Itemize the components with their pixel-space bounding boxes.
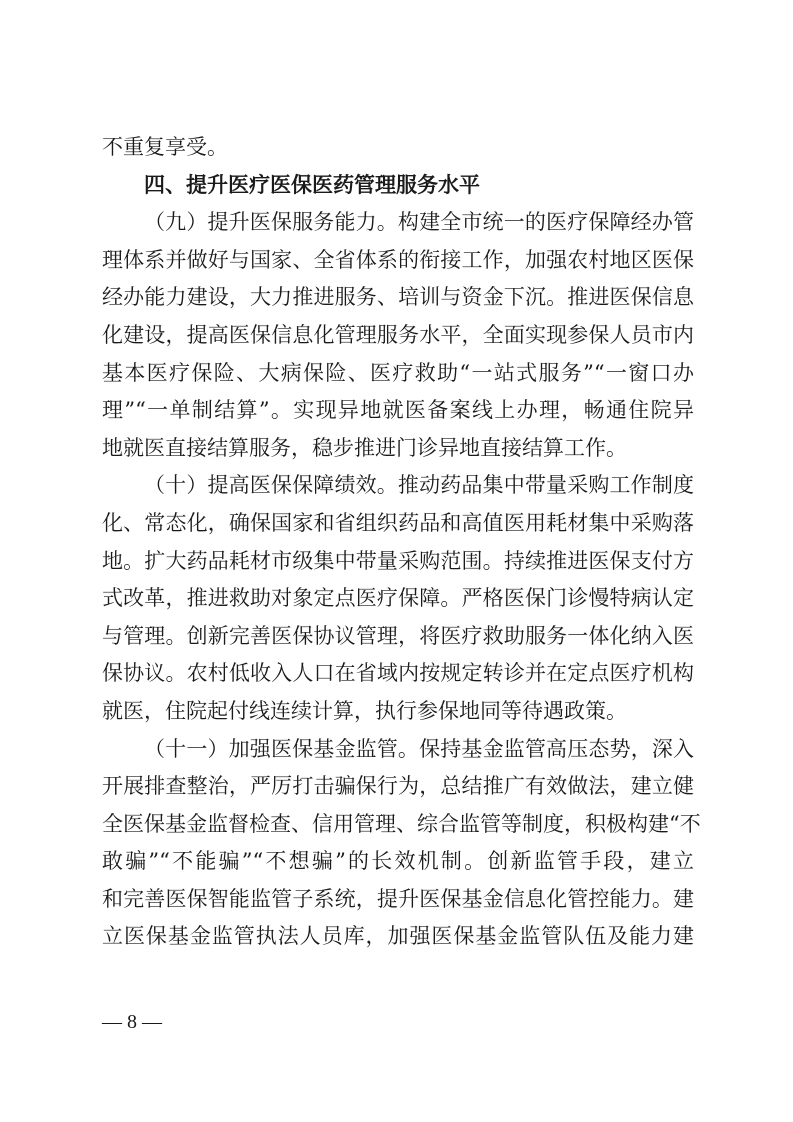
text-line: 就医，住院起付线连续计算，执行参保地同等待遇政策。	[102, 698, 627, 723]
text-line: 化、常态化，确保国家和省组织药品和高值医用耗材集中采购落	[102, 510, 694, 535]
paragraph-10-first-line	[102, 467, 694, 505]
text-line: 地。扩大药品耗材市级集中带量采购范围。持续推进医保支付方	[102, 548, 694, 573]
text-line: 不重复享受。	[102, 135, 228, 159]
text-line: 基本医疗保险、大病保险、医疗救助“一站式服务”“一窗口办	[102, 360, 694, 385]
paragraph-9-first-text: 构建全市统一的医疗保障经办管	[397, 210, 695, 235]
paragraph-10-first-text: 推动药品集中带量采购工作制度	[397, 473, 695, 498]
page-number: — 8 —	[102, 1011, 162, 1033]
text-line: 开展排查整治，严厉打击骗保行为，总结推广有效做法，建立健	[102, 774, 694, 799]
document-body	[102, 129, 701, 956]
text-line: 经办能力建设，大力推进服务、培训与资金下沉。推进医保信息	[102, 285, 694, 310]
text-line: 地就医直接结算服务，稳步推进门诊异地直接结算工作。	[102, 435, 627, 460]
text-line: 立医保基金监管执法人员库，加强医保基金监管队伍及能力建	[102, 924, 694, 949]
section-heading: 四、提升医疗医保医药管理服务水平	[144, 172, 480, 197]
paragraph-11-title: （十一）加强医保基金监管。	[144, 736, 420, 761]
paragraph-9-title: （九）提升医保服务能力。	[144, 210, 398, 235]
paragraph-11-first-text: 保持基金监管高压态势，深入	[419, 736, 695, 761]
text-line: 和完善医保智能监管子系统，提升医保基金信息化管控能力。建	[102, 886, 694, 911]
text-line: 理”“一单制结算”。实现异地就医备案线上办理，畅通住院异	[102, 398, 694, 423]
text-line: 全医保基金监督检查、信用管理、综合监管等制度，积极构建“不	[102, 811, 701, 836]
text-line: 保协议。农村低收入人口在省域内按规定转诊并在定点医疗机构	[102, 661, 694, 686]
paragraph-9-first-line	[102, 204, 694, 242]
paragraph-11-first-line	[102, 731, 694, 769]
text-line: 敢骗”“不能骗”“不想骗”的长效机制。创新监管手段，建立	[102, 849, 694, 874]
text-line: 式改革，推进救助对象定点医疗保障。严格医保门诊慢特病认定	[102, 586, 694, 611]
text-line: 化建设，提高医保信息化管理服务水平，全面实现参保人员市内	[102, 322, 694, 347]
paragraph-10-title: （十）提高医保保障绩效。	[144, 473, 398, 498]
text-line: 与管理。创新完善医保协议管理，将医疗救助服务一体化纳入医	[102, 623, 694, 648]
text-line: 理体系并做好与国家、全省体系的衔接工作，加强农村地区医保	[102, 247, 694, 272]
